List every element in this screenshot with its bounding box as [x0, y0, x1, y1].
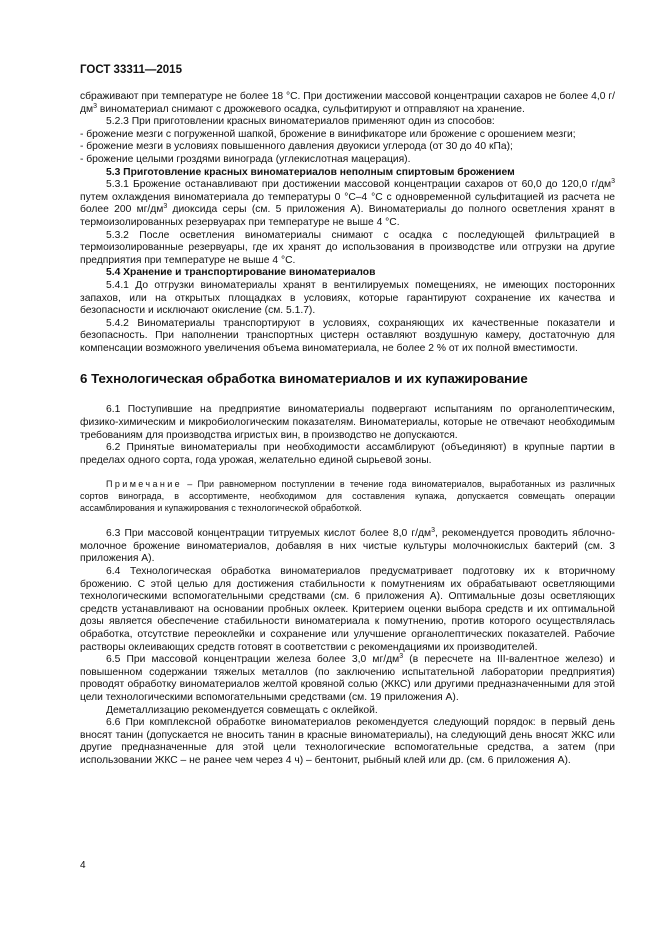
clause-5-4-2: 5.4.2 Виноматериалы транспортируют в условиях, сохраняющих их качественные показатели и безопасность. При наполнении транспортных цистерн оставляют воздушную камеру, достаточную для компенсации возможного увеличения объема виноматериала, не более 2 % от их полной вместимости.: [80, 317, 615, 354]
method-item: - брожение мезги с погруженной шапкой, брожение в винификаторе или брожение с орошением мезги;: [80, 128, 576, 140]
note: Примечание – При равномерном поступлении в течение года виноматериалов, выработанных из различных сортов винограда, в ассортименте, необходимом для составления купажа, допускается совмещать операции ассамблирования и купажирования с технологической обработкой.: [80, 479, 615, 513]
clause-6-6: 6.6 При комплексной обработке виноматериалов рекомендуется следующий порядок: в первый день вносят танин (допускается не вносить танин в красные виноматериалы), на следующий день вносят ЖКС или другие предназначенные для этой цели технологические вспомогательные средства, а затем (при использовании ЖКС – не ранее чем через 4 ч) – бентонит, рыбный клей или др. (см. 6 приложения А).: [80, 717, 615, 766]
continuation-paragraph: сбраживают при температуре не более 18 °C. При достижении массовой концентрации сахаров не более 4,0 $г/дм^3$ виноматериал снимают с дрожжевого осадка, сульфитируют и отправляют на хранение.: [80, 91, 615, 115]
clause-6-5-note: Деметаллизацию рекомендуется совмещать с оклейкой.: [106, 704, 378, 716]
document-code-header: ГОСТ 33311—2015: [80, 64, 182, 76]
clause-6-3: 6.3 При массовой концентрации титруемых кислот более 8,0 $г/дм^3$, рекомендуется проводить яблочно-молочное брожение виноматериалов, добавляя в них чистые культуры молочнокислых бактерий (см. 3 приложения А).: [80, 527, 615, 565]
clause-6-2: 6.2 Принятые виноматериалы при необходимости ассамблируют (объединяют) в крупные партии в пределах одного сорта, года урожая, желательно единой сырьевой зоны.: [80, 442, 615, 466]
clause-5-3-2: 5.3.2 После осветления виноматериалы снимают с осадка с последующей фильтрацией в термоизолированные резервуары, где их хранят до использования в производстве или отгрузки на другие предприятия при температуре не выше 4 °C.: [80, 229, 615, 266]
clause-6-1: 6.1 Поступившие на предприятие виноматериалы подвергают испытаниям по органолептическим, физико-химическим и микробиологическим показателям. Виноматериалы, которые не отвечают необходимым требованиям для производства игристых вин, в производство не допускаются.: [80, 404, 615, 441]
section-5-4-heading: 5.4 Хранение и транспортирование виноматериалов: [106, 267, 376, 279]
page-number: 4: [80, 860, 86, 871]
clause-6-4: 6.4 Технологическая обработка виноматериалов предусматривает подготовку их к вторичному брожению. С этой целью для достижения стабильности к помутнениям их обрабатывают осветляющими технологическими вспомогательными средствами (см. 6 приложения А). Оптимальные дозы осветляющих средств устанавливают на основании пробных оклеек. Критерием оценки выбора средств и их оптимальной дозы является обеспечение стабильности виноматериала к помутнению, против которого осуществлялась обработка, отсутствие переоклейки и сохранение или улучшение органолептических показателей. Рабочие растворы оклеивающих средств готовят в соответствии с рекомендациями их производителей.: [80, 566, 615, 653]
clause-6-5: 6.5 При массовой концентрации железа более 3,0 $мг/дм^3$ (в пересчете на III-валентное железо) и повышенном содержании тяжелых металлов (по заключению испытательной лаборатории предприятия) проводят обработку виноматериалов желтой кровяной солью (ЖКС) или другими предназначенными для этой цели технологическими вспомогательными средствами (см. 19 приложения А).: [80, 653, 615, 703]
document-body: [80, 91, 615, 768]
method-item: - брожение целыми гроздями винограда (углекислотная мацерация).: [80, 153, 411, 165]
clause-5-4-1: 5.4.1 До отгрузки виноматериалы хранят в вентилируемых помещениях, не имеющих посторонних запахов, или на открытых площадках в условиях, которые гарантируют сохранение их качества и безопасности и исключают окисление (см. 5.1.7).: [80, 279, 615, 317]
section-6-heading: 6 Технологическая обработка виноматериалов и их купажирование: [80, 371, 528, 387]
clause-5-3-1: 5.3.1 Брожение останавливают при достижении массовой концентрации сахаров от 60,0 до 120,0 $г/дм^3$ путем охлаждения виноматериала до температуры 0 °C–4 °C с одновременной сульфитацией из расчета не более 200 $мг/дм^3$ диоксида серы (см. 5 приложения А). Виноматериалы до полного осветления хранят в термоизолированных резервуарах при температуре не выше 4 °C.: [80, 178, 615, 228]
note-label: Примечание: [106, 479, 183, 490]
clause-5-2-3: 5.2.3 При приготовлении красных виноматериалов применяют один из способов:: [106, 116, 495, 128]
method-item: - брожение мезги в условиях повышенного давления двуокиси углерода (от 30 до 40 кПа);: [80, 141, 513, 153]
section-5-3-heading: 5.3 Приготовление красных виноматериалов неполным спиртовым брожением: [106, 166, 515, 178]
